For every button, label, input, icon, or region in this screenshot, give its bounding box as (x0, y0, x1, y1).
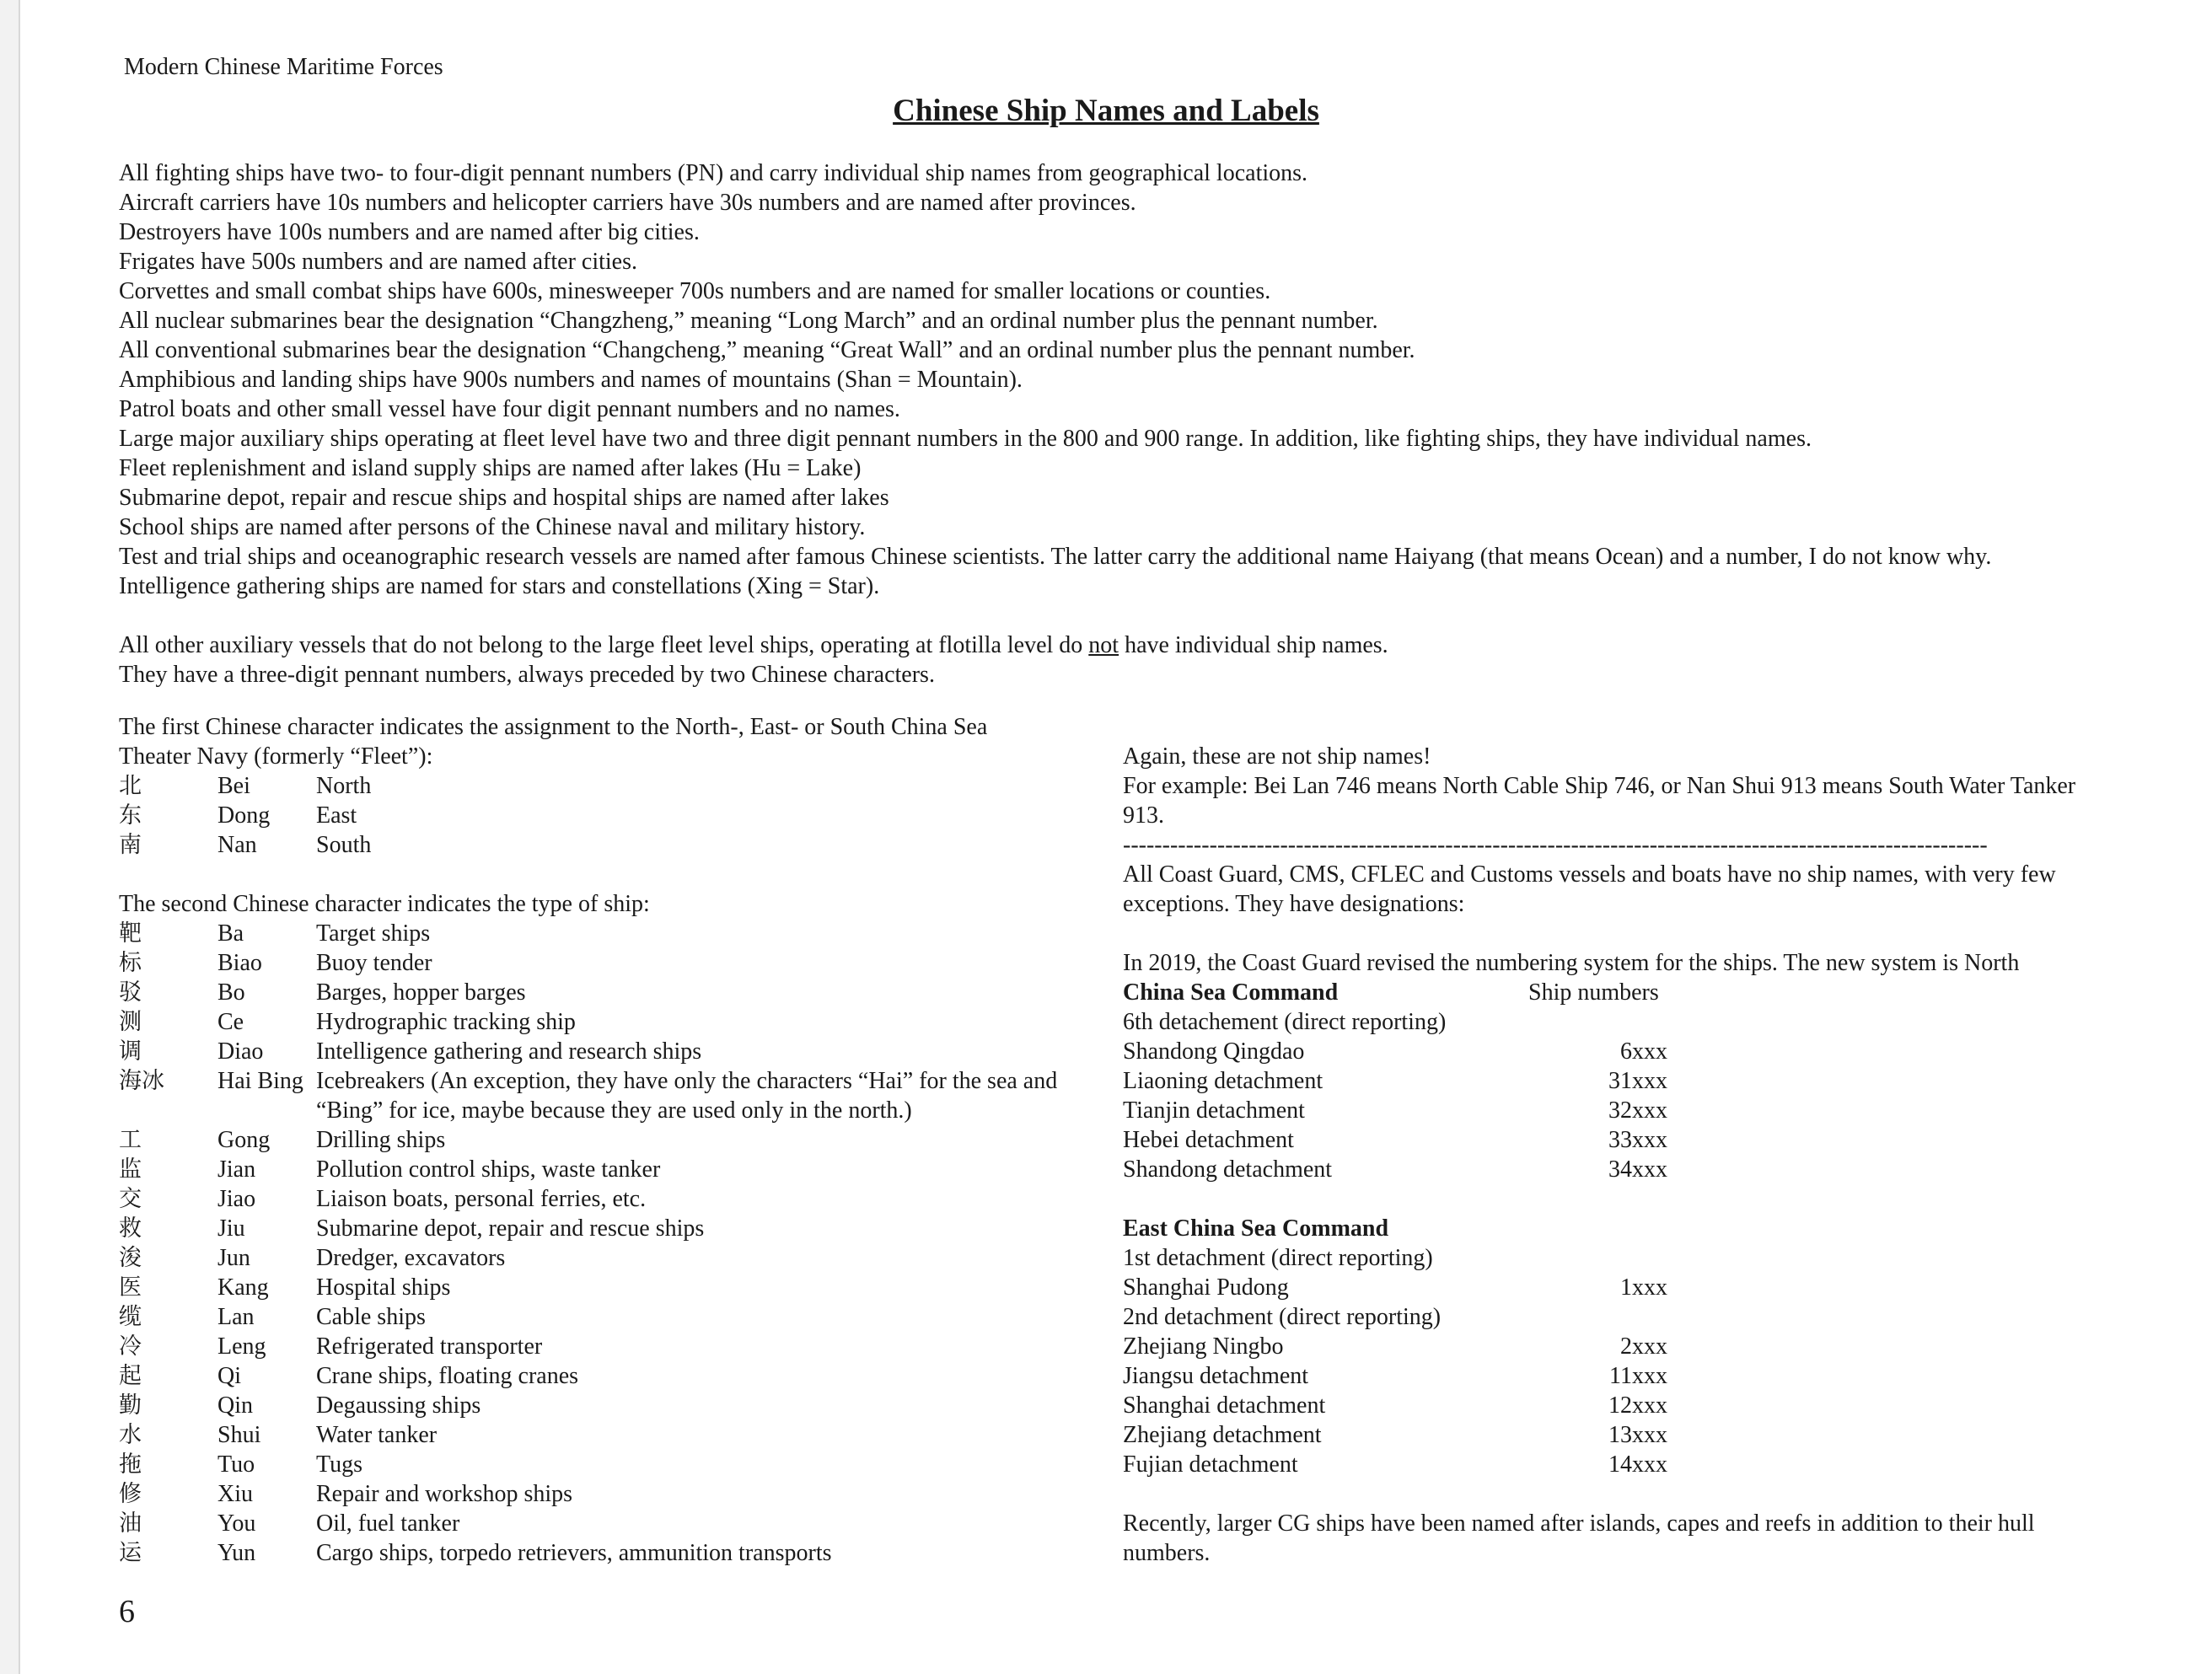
chinese-character: 勤 (119, 1392, 142, 1419)
pinyin: Jiu (217, 1215, 245, 1242)
divider: -------------------------------------------------------------------------------------------------------------- (1123, 832, 1988, 858)
char-row (119, 1184, 1071, 1214)
running-head: Modern Chinese Maritime Forces (124, 54, 443, 80)
second-char-intro: The second Chinese character indicates the type of ship: (119, 891, 650, 917)
detachment-row (1123, 1361, 1667, 1391)
east-command-table (1123, 1243, 2084, 1479)
ship-number: 6xxx (1620, 1038, 1667, 1065)
ship-number: 31xxx (1608, 1068, 1667, 1094)
first-char-table (119, 771, 1071, 860)
detachment-name: Liaoning detachment (1123, 1068, 1323, 1094)
meaning: Oil, fuel tanker (316, 1510, 460, 1537)
pinyin: Jian (217, 1156, 256, 1183)
chinese-character: 起 (119, 1363, 142, 1389)
meaning: Buoy tender (316, 950, 432, 976)
meaning: Repair and workshop ships (316, 1481, 573, 1507)
meaning: Tugs (316, 1451, 363, 1478)
ship-number: 1xxx (1620, 1274, 1667, 1301)
chinese-character: 驳 (119, 979, 142, 1006)
char-row (119, 1538, 1071, 1568)
detachment-row (1123, 1243, 1667, 1273)
meaning: Intelligence gathering and research ships (316, 1038, 702, 1065)
detachment-name: Shandong Qingdao (1123, 1038, 1305, 1065)
first-char-intro: The first Chinese character indicates the assignment to the North-, East- or South China Sea (119, 714, 988, 740)
page-number: 6 (119, 1594, 135, 1629)
pinyin: Gong (217, 1127, 271, 1153)
meaning: East (316, 802, 357, 829)
detachment-name: Shanghai detachment (1123, 1392, 1326, 1419)
char-row (119, 1007, 1071, 1037)
pinyin: Tuo (217, 1451, 255, 1478)
char-row (119, 1273, 1071, 1302)
ship-number: 13xxx (1608, 1422, 1667, 1448)
detachment-row (1123, 1096, 1667, 1125)
pinyin: Qin (217, 1392, 253, 1419)
character-tables (119, 712, 1071, 1568)
pinyin: Shui (217, 1422, 261, 1448)
meaning: Cargo ships, torpedo retrievers, ammunition transports (316, 1540, 832, 1566)
intro-line: Corvettes and small combat ships have 600s, minesweeper 700s numbers and are named for smaller locations or counties. (119, 278, 1271, 304)
example-note: For example: Bei Lan 746 means North Cable Ship 746, or Nan Shui 913 means South Water Tanker 913. (1123, 773, 2076, 829)
pinyin: Dong (217, 802, 271, 829)
ship-number: 2xxx (1620, 1333, 1667, 1360)
ship-number: 32xxx (1608, 1097, 1667, 1124)
pinyin: Jiao (217, 1186, 256, 1212)
char-row (119, 1214, 1071, 1243)
ship-number: 34xxx (1608, 1156, 1667, 1183)
meaning: Hospital ships (316, 1274, 451, 1301)
meaning: Liaison boats, personal ferries, etc. (316, 1186, 647, 1212)
char-row (119, 1509, 1071, 1538)
intro-line: Patrol boats and other small vessel have four digit pennant numbers and no names. (119, 396, 900, 422)
char-row (119, 1243, 1071, 1273)
pinyin: Biao (217, 950, 262, 976)
char-row (119, 1037, 1071, 1066)
detachment-row (1123, 1066, 1667, 1096)
ship-number (1499, 1302, 1667, 1332)
chinese-character: 运 (119, 1540, 142, 1566)
pinyin: Xiu (217, 1481, 253, 1507)
char-row (119, 1361, 1071, 1391)
char-row (119, 978, 1071, 1007)
ship-number: 33xxx (1608, 1127, 1667, 1153)
detachment-row (1123, 1037, 1667, 1066)
ship-number (1499, 1243, 1667, 1273)
intro-line: School ships are named after persons of the Chinese naval and military history. (119, 514, 866, 540)
char-row (119, 1125, 1071, 1155)
meaning: Submarine depot, repair and rescue ships (316, 1215, 705, 1242)
char-row (119, 1450, 1071, 1479)
detachment-name: Shandong detachment (1123, 1156, 1333, 1183)
intro-line: Test and trial ships and oceanographic research vessels are named after famous Chinese scientists. The latter carry the additional name Haiyang (that means Ocean) and a number, I do not know why. (119, 544, 1992, 570)
north-command-heading: China Sea Command (1123, 979, 1339, 1006)
intro-line: Intelligence gathering ships are named for stars and constellations (Xing = Star). (119, 573, 880, 599)
pinyin: Bei (217, 773, 250, 799)
detachment-row (1123, 1273, 1667, 1302)
intro-line: All nuclear submarines bear the designation “Changzheng,” meaning “Long March” and an ordinal number plus the pennant number. (119, 308, 1378, 334)
detachment-row (1123, 1125, 1667, 1155)
detachment-name: Zhejiang Ningbo (1123, 1333, 1284, 1360)
meaning: Drilling ships (316, 1127, 446, 1153)
chinese-character: 浚 (119, 1245, 142, 1271)
chinese-character: 缆 (119, 1304, 142, 1330)
chinese-character: 拖 (119, 1451, 142, 1478)
north-command-table (1123, 1007, 2084, 1184)
meaning: Barges, hopper barges (316, 979, 526, 1006)
detachment-name: 1st detachment (direct reporting) (1123, 1245, 1433, 1271)
other-aux-line: They have a three-digit pennant numbers, always preceded by two Chinese characters. (119, 662, 935, 688)
char-row (119, 771, 1071, 801)
chinese-character: 医 (119, 1274, 142, 1301)
north-command-header (1123, 978, 1667, 1007)
meaning: Crane ships, floating cranes (316, 1363, 579, 1389)
char-row (119, 948, 1071, 978)
detachment-name: Jiangsu detachment (1123, 1363, 1309, 1389)
detachment-row (1123, 1420, 1667, 1450)
chinese-character: 海冰 (119, 1068, 164, 1094)
chinese-character: 油 (119, 1510, 142, 1537)
detachment-row (1123, 1391, 1667, 1420)
char-row (119, 1066, 1071, 1125)
char-row (119, 1332, 1071, 1361)
page-edge (0, 0, 20, 1674)
other-aux-line: All other auxiliary vessels that do not belong to the large fleet level ships, operating at flotilla level do not have individual ship names. (119, 632, 1388, 658)
chinese-character: 北 (119, 773, 142, 799)
char-row (119, 1420, 1071, 1450)
chinese-character: 测 (119, 1009, 142, 1035)
intro-line: All conventional submarines bear the designation “Changcheng,” meaning “Great Wall” and an ordinal number plus the pennant number. (119, 337, 1415, 363)
intro-line: Aircraft carriers have 10s numbers and helicopter carriers have 30s numbers and are named after provinces. (119, 190, 1136, 216)
char-row (119, 1479, 1071, 1509)
char-row (119, 919, 1071, 948)
detachment-name: 6th detachement (direct reporting) (1123, 1009, 1447, 1035)
east-command-heading: East China Sea Command (1123, 1215, 1389, 1242)
coast-guard-note: All Coast Guard, CMS, CFLEC and Customs vessels and boats have no ship names, with very few exceptions. They have designations: (1123, 861, 2056, 917)
pinyin: Nan (217, 832, 257, 858)
pinyin: Leng (217, 1333, 266, 1360)
meaning: Water tanker (316, 1422, 438, 1448)
meaning: Hydrographic tracking ship (316, 1009, 576, 1035)
chinese-character: 标 (119, 950, 142, 976)
meaning: Icebreakers (An exception, they have only the characters “Hai” for the sea and “Bing” for ice, maybe because they are used only in the north.) (316, 1068, 1058, 1124)
pinyin: Bo (217, 979, 245, 1006)
meaning: North (316, 773, 372, 799)
detachment-name: Shanghai Pudong (1123, 1274, 1289, 1301)
pinyin: Ce (217, 1009, 244, 1035)
meaning: Cable ships (316, 1304, 426, 1330)
char-row (119, 1155, 1071, 1184)
revised-note: In 2019, the Coast Guard revised the numbering system for the ships. The new system is North (1123, 950, 2020, 976)
page-title: Chinese Ship Names and Labels (893, 94, 1319, 128)
chinese-character: 调 (119, 1038, 142, 1065)
detachment-row (1123, 1302, 1667, 1332)
detachment-row (1123, 1332, 1667, 1361)
chinese-character: 水 (119, 1422, 142, 1448)
chinese-character: 监 (119, 1156, 142, 1183)
char-row (119, 801, 1071, 830)
recently-note: Recently, larger CG ships have been named after islands, capes and reefs in addition to their hull numbers. (1123, 1510, 2035, 1566)
detachment-name: Hebei detachment (1123, 1127, 1294, 1153)
detachment-row (1123, 1155, 1667, 1184)
chinese-character: 交 (119, 1186, 142, 1212)
char-row (119, 1391, 1071, 1420)
meaning: Target ships (316, 920, 431, 947)
right-column (1123, 742, 2084, 1568)
pinyin: Ba (217, 920, 244, 947)
chinese-character: 冷 (119, 1333, 142, 1360)
intro-line: All fighting ships have two- to four-digit pennant numbers (PN) and carry individual ship names from geographical locations. (119, 160, 1308, 186)
ship-numbers-header: Ship numbers (1528, 979, 1659, 1006)
ship-number: 12xxx (1608, 1392, 1667, 1419)
detachment-row (1123, 1007, 1667, 1037)
detachment-name: 2nd detachment (direct reporting) (1123, 1304, 1442, 1330)
chinese-character: 救 (119, 1215, 142, 1242)
chinese-character: 靶 (119, 920, 142, 947)
ship-number (1499, 1007, 1667, 1037)
meaning: Dredger, excavators (316, 1245, 506, 1271)
meaning: Degaussing ships (316, 1392, 481, 1419)
ship-number: 14xxx (1608, 1451, 1667, 1478)
pinyin: Jun (217, 1245, 250, 1271)
intro-line: Frigates have 500s numbers and are named after cities. (119, 249, 638, 275)
intro-block (119, 158, 2193, 689)
pinyin: Diao (217, 1038, 264, 1065)
pinyin: Kang (217, 1274, 269, 1301)
meaning: South (316, 832, 372, 858)
char-row (119, 830, 1071, 860)
pinyin: Yun (217, 1540, 256, 1566)
second-char-table (119, 919, 1071, 1568)
emphasis-not: not (1088, 632, 1119, 658)
chinese-character: 南 (119, 832, 142, 858)
intro-line: Amphibious and landing ships have 900s numbers and names of mountains (Shan = Mountain). (119, 367, 1023, 393)
first-char-intro: Theater Navy (formerly “Fleet”): (119, 743, 433, 770)
pinyin: Qi (217, 1363, 241, 1389)
chinese-character: 修 (119, 1481, 142, 1507)
char-row (119, 1302, 1071, 1332)
intro-line: Large major auxiliary ships operating at fleet level have two and three digit pennant numbers in the 800 and 900 range. In addition, like fighting ships, they have individual names. (119, 426, 1812, 452)
meaning: Pollution control ships, waste tanker (316, 1156, 661, 1183)
chinese-character: 东 (119, 802, 142, 829)
pinyin: You (217, 1510, 256, 1537)
intro-line: Submarine depot, repair and rescue ships and hospital ships are named after lakes (119, 485, 889, 511)
meaning: Refrigerated transporter (316, 1333, 543, 1360)
again-note: Again, these are not ship names! (1123, 743, 1431, 770)
chinese-character: 工 (119, 1127, 142, 1153)
pinyin: Hai Bing (217, 1068, 303, 1094)
detachment-name: Zhejiang detachment (1123, 1422, 1322, 1448)
pinyin: Lan (217, 1304, 255, 1330)
detachment-name: Tianjin detachment (1123, 1097, 1305, 1124)
intro-line: Destroyers have 100s numbers and are named after big cities. (119, 219, 700, 245)
ship-number: 11xxx (1609, 1363, 1667, 1389)
intro-line: Fleet replenishment and island supply ships are named after lakes (Hu = Lake) (119, 455, 862, 481)
detachment-name: Fujian detachment (1123, 1451, 1298, 1478)
detachment-row (1123, 1450, 1667, 1479)
